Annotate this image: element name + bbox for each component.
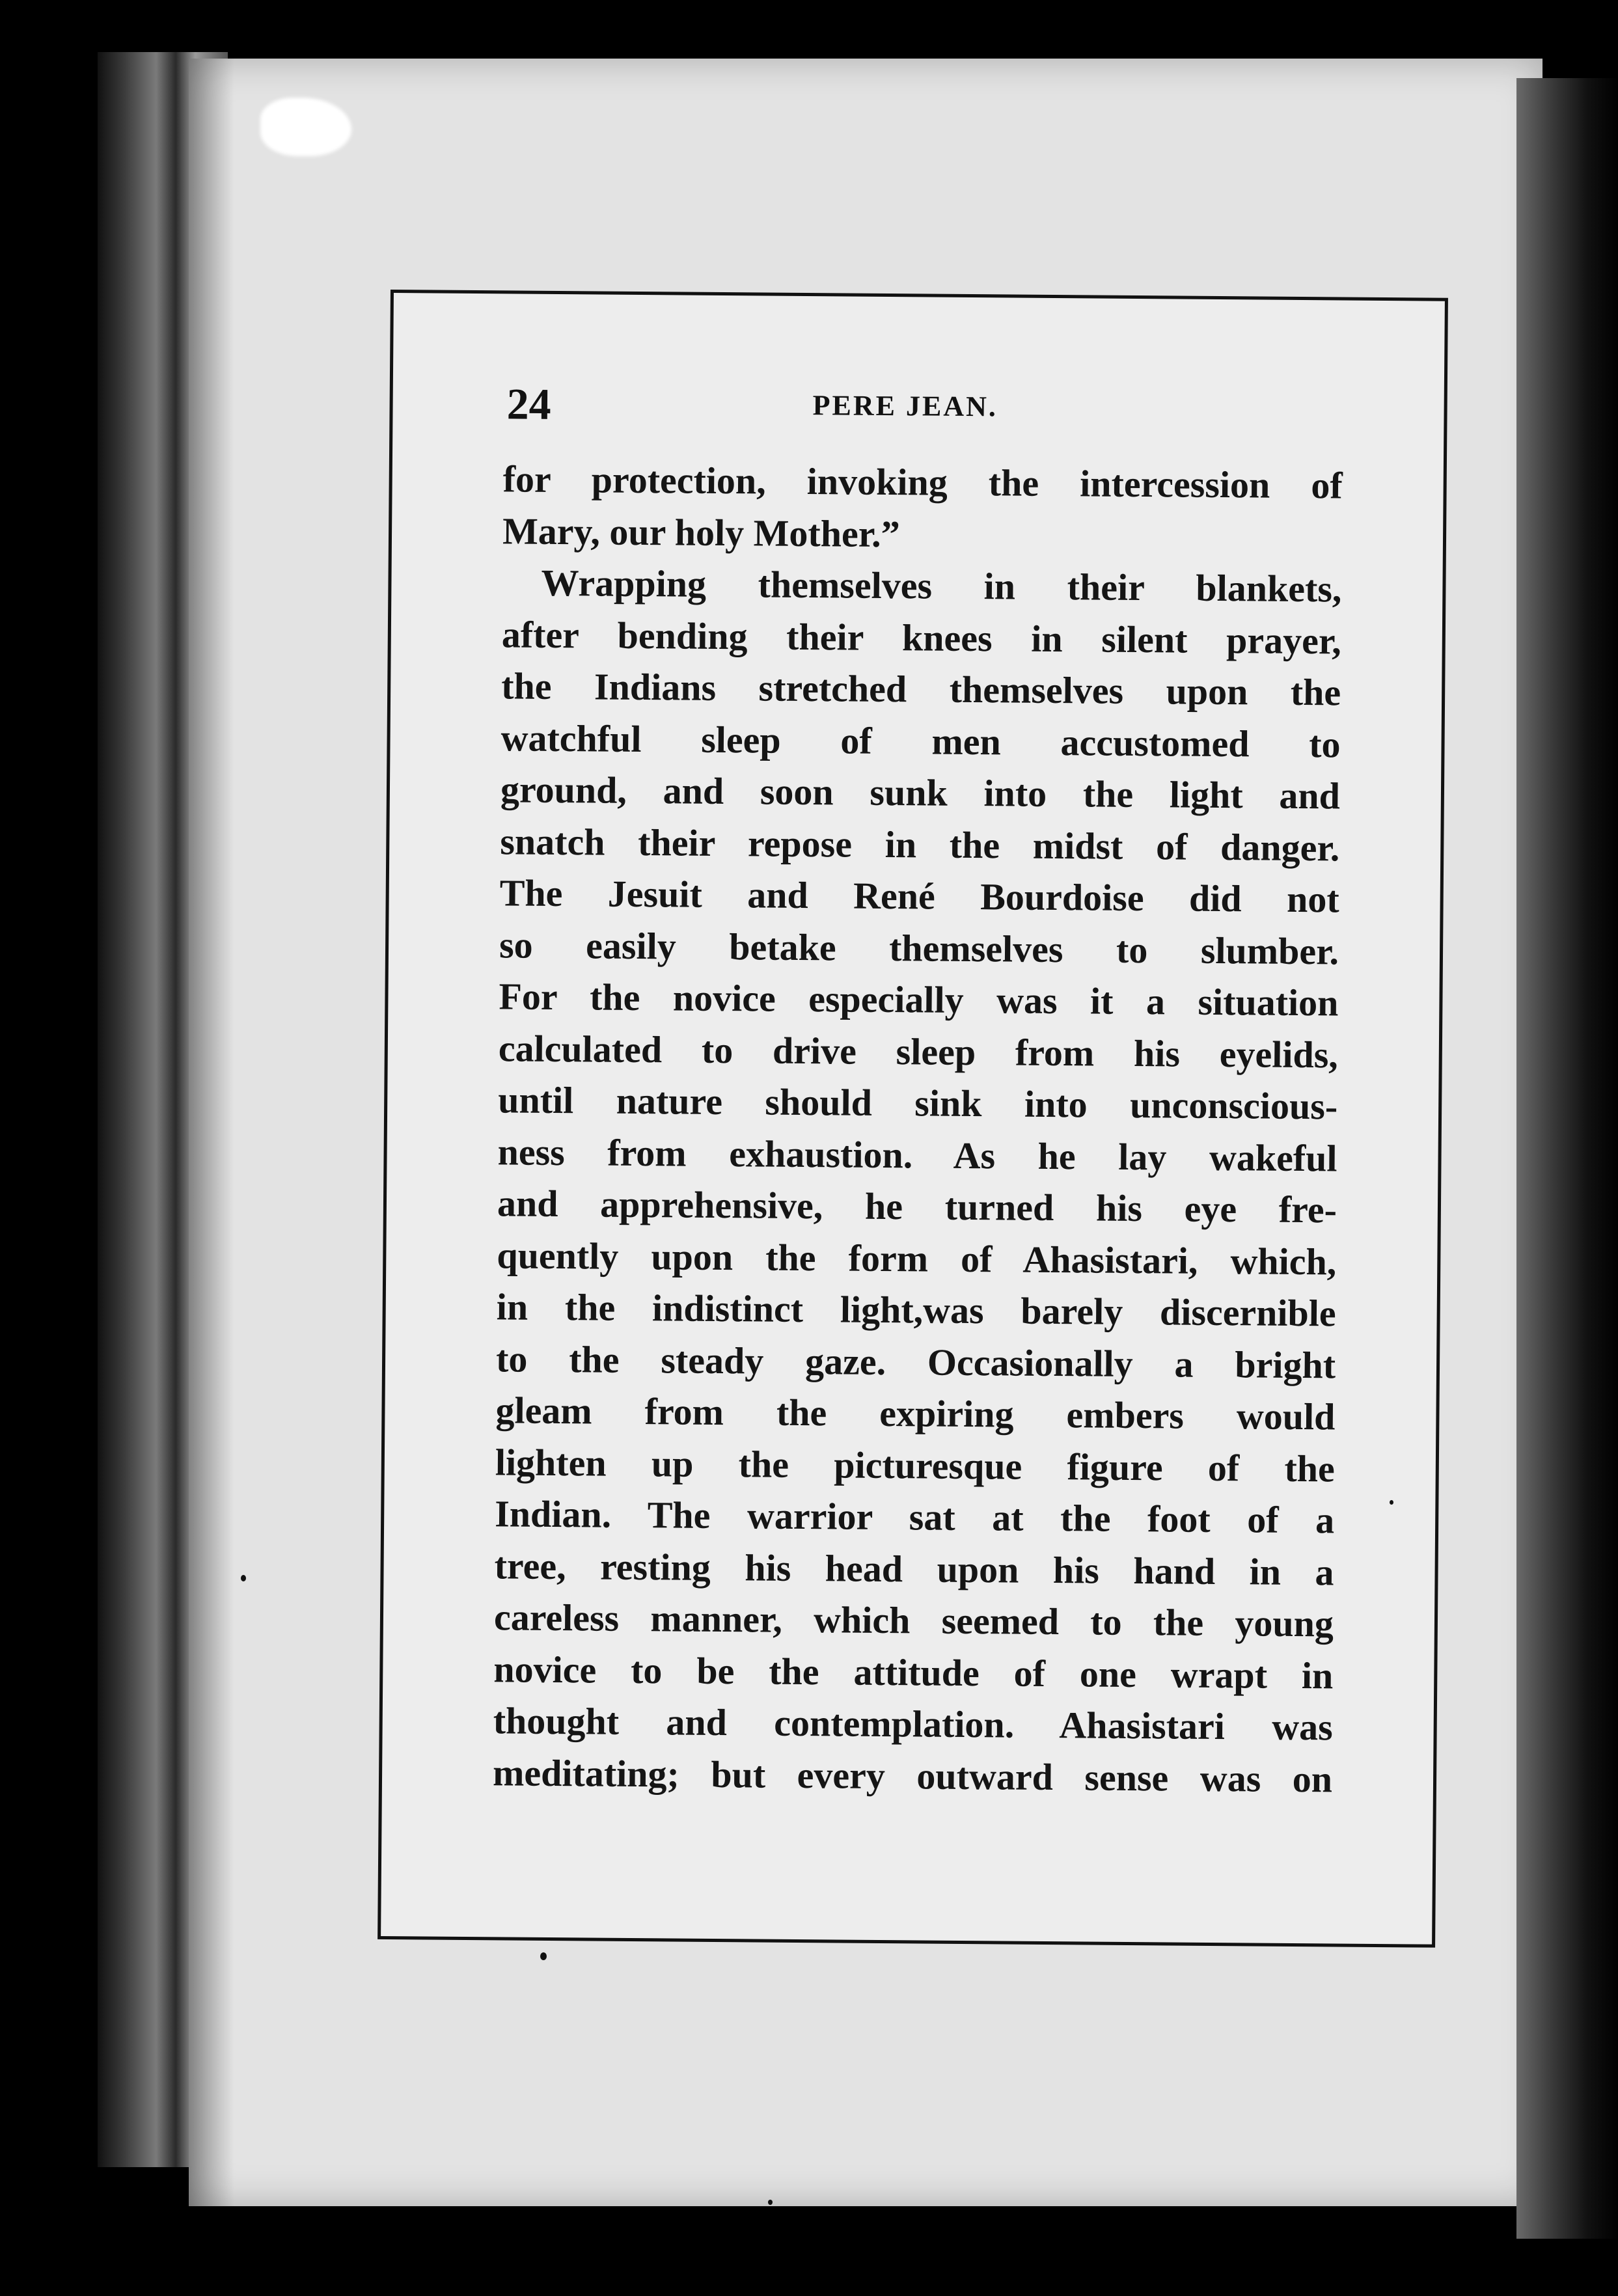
text-line: gleam from the expiring embers would — [495, 1389, 1336, 1438]
text-line: snatch their repose in the midst of danger. — [500, 819, 1340, 869]
text-line: calculated to drive sleep from his eyelids, — [498, 1026, 1339, 1076]
text-line: Wrapping themselves in their blankets, — [541, 561, 1342, 610]
text-line: ground, and soon sunk into the light and — [500, 768, 1341, 817]
text-line: to the steady gaze. Occasionally a bright — [495, 1337, 1336, 1386]
dust-speck — [540, 1952, 547, 1960]
text-line: so easily betake themselves to slumber. — [499, 923, 1339, 972]
text-frame — [377, 290, 1448, 1948]
text-line: careless manner, which seemed to the young — [493, 1596, 1334, 1645]
text-line: until nature should sink into unconscious- — [497, 1078, 1338, 1128]
text-line: ness from exhaustion. As he lay wakeful — [497, 1130, 1337, 1179]
text-line: after bending their knees in silent prayer, — [501, 612, 1342, 662]
dust-speck — [768, 2200, 773, 2205]
text-line: thought and contemplation. Ahasistari was — [493, 1699, 1333, 1749]
body-text — [493, 453, 1343, 1805]
running-head — [506, 378, 1353, 443]
dust-speck — [241, 1575, 246, 1581]
book-right-edge — [1516, 78, 1618, 2239]
text-line: Indian. The warrior sat at the foot of a — [494, 1492, 1335, 1542]
text-line: for protection, invoking the intercession of — [502, 458, 1343, 507]
text-line: The Jesuit and René Bourdoise did not — [499, 871, 1339, 921]
dust-speck — [1390, 1500, 1393, 1505]
text-line: in the indistinct light,was barely discernible — [496, 1285, 1336, 1335]
text-line: Mary, our holy Mother.” — [502, 509, 900, 555]
text-line: quently upon the form of Ahasistari, which, — [497, 1233, 1337, 1283]
running-title: PERE JEAN. — [812, 389, 998, 423]
text-line: For the novice especially was it a situation — [499, 975, 1339, 1024]
text-line: novice to be the attitude of one wrapt in — [493, 1647, 1334, 1697]
text-line: the Indians stretched themselves upon the — [500, 664, 1341, 714]
text-line: tree, resting his head upon his hand in a — [494, 1544, 1334, 1593]
text-line: and apprehensive, he turned his eye fre- — [497, 1182, 1337, 1231]
page-gutter-shadow — [189, 59, 234, 2206]
text-line: watchful sleep of men accustomed to — [500, 716, 1341, 765]
page-number: 24 — [506, 379, 551, 429]
text-line: lighten up the picturesque figure of the — [495, 1440, 1336, 1490]
text-line: meditating; but every outward sense was on — [492, 1751, 1333, 1800]
